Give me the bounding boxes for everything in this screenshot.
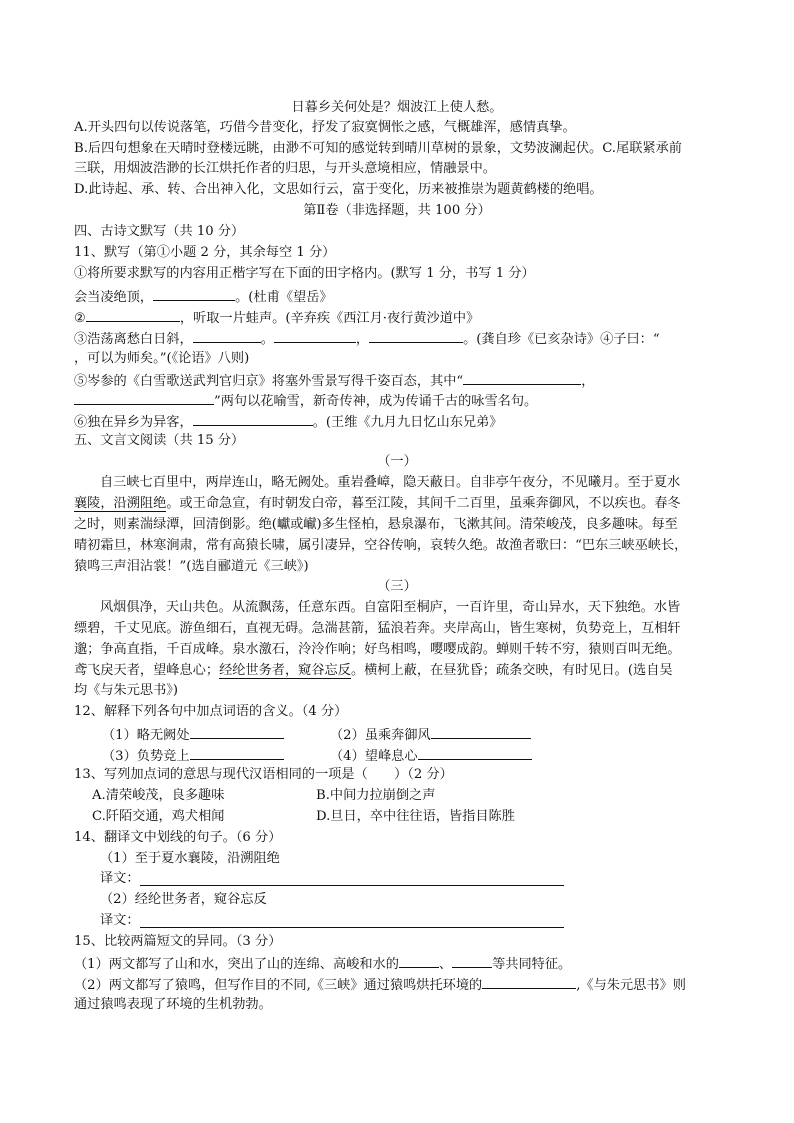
passage-1-line1: 自三峡七百里中，两岸连山，略无阙处。重岩叠嶂，隐天蔽日。自非亭午夜分，不见曦月。至于夏水: [100, 475, 681, 490]
passage-1-line2: [74, 494, 681, 514]
heading-section-5: 五、文言文阅读（共 15 分）: [74, 433, 245, 448]
section-title-part2: 第Ⅱ卷（非选择题，共 100 分）: [303, 203, 491, 218]
q13-option-c: C.阡陌交通，鸡犬相闻: [92, 809, 225, 824]
passage-3-title: （三）: [377, 579, 417, 594]
q12-item1: （1）略无阙处: [102, 728, 190, 743]
q11-line1-source: 。(杜甫《望岳》: [235, 290, 333, 305]
q14-translation-label-2: 译文：: [100, 913, 140, 928]
q11-line3-text: ③浩荡离愁白日斜，: [74, 332, 193, 347]
q11-line7: [74, 411, 502, 433]
translation-line-2[interactable]: [140, 926, 564, 928]
q11-line7-source: 。(王维《九月九日忆山东兄弟》: [312, 415, 503, 430]
q15-item1-punct: 、: [438, 957, 453, 972]
answer-blank[interactable]: [193, 411, 313, 426]
passage-3-line4-start: 鸢飞戾天者，望峰息心；: [74, 663, 220, 678]
q11-item1-instruction: ①将所要求默写的内容用正楷字写在下面的田字格内。(默写 1 分，书写 1 分）: [74, 266, 535, 281]
q11-line4: ，可以为师矣。”(《论语》八则): [74, 351, 250, 366]
q11-line3: [74, 328, 660, 350]
underlined-sentence-1: 襄陵，沿溯阻绝: [74, 496, 167, 511]
q14-item2: （2）经纶世务者，窥谷忘反: [100, 892, 267, 907]
question-15: 15、比较两篇短文的异同。（3 分）: [74, 934, 282, 949]
q11-line3-source: 。(龚自珍《已亥杂诗》④子曰：“: [463, 332, 660, 347]
q12-row2-right: [330, 745, 532, 767]
answer-blank[interactable]: [274, 328, 356, 343]
q15-item2-end: ,《与朱元思书》则: [576, 978, 686, 993]
passage-3-line5: 均《与朱元思书》): [74, 683, 179, 698]
answer-blank[interactable]: [190, 724, 284, 739]
answer-blank[interactable]: [463, 370, 581, 385]
answer-blank[interactable]: [482, 974, 576, 989]
option-d: D.此诗起、承、转、合出神入化，文思如行云，富于变化，历来被推崇为题黄鹤楼的绝唱。: [74, 182, 603, 197]
question-12: 12、解释下列各句中加点词语的含义。（4 分）: [74, 704, 348, 719]
q15-item2-cont: 通过猿鸣表现了环境的生机勃勃。: [74, 997, 272, 1012]
q15-item1-end: 等共同特征。: [492, 957, 572, 972]
q15-item2-text: （2）两文都写了猿鸣，但写作目的不同,《三峡》通过猿鸣烘托环境的: [74, 978, 483, 993]
answer-blank[interactable]: [86, 307, 180, 322]
q11-line1-text: 会当凌绝顶，: [74, 290, 154, 305]
answer-blank[interactable]: [452, 953, 492, 968]
passage-3-line1: 风烟俱净，天山共色。从流飘荡，任意东西。自富阳至桐庐，一百许里，奇山异水，天下独绝。水皆: [100, 600, 681, 615]
q11-line6: [74, 390, 537, 412]
question-13: 13、写列加点词的意思与现代汉语相同的一项是（ ）（2 分）: [74, 767, 453, 782]
answer-blank[interactable]: [193, 328, 261, 343]
answer-blank[interactable]: [369, 328, 463, 343]
passage-1-line3: 之时，则素湍绿潭，回清倒影。绝(巘或𪩘)多生怪柏，悬泉瀑布，飞漱其间。清荣峻茂，良多趣味。每至: [74, 517, 678, 532]
translation-line-1[interactable]: [140, 884, 564, 886]
option-b: B.后四句想象在天晴时登楼远眺，由渺不可知的感觉转到晴川草树的景象，文势波澜起伏。C.尾联紧承前: [74, 141, 682, 156]
q11-line1: [74, 286, 333, 308]
answer-blank[interactable]: [190, 745, 284, 760]
option-c-cont: 三联，用烟波浩渺的长江烘托作者的归思，与开头意境相应，情融景中。: [74, 161, 496, 176]
underlined-sentence-2: 经纶世务者，窥谷忘反: [219, 663, 351, 678]
answer-blank[interactable]: [74, 390, 214, 405]
answer-blank[interactable]: [431, 724, 531, 739]
q13-option-d: D.旦日，卒中往往语，皆指目陈胜: [316, 809, 515, 824]
q14-translation-label-1: 译文：: [100, 871, 140, 886]
q15-item1: [74, 953, 571, 975]
q12-item3: （3）负势竞上: [102, 749, 190, 764]
q12-row2-left: [102, 745, 284, 767]
question-11: 11、默写（第①小题 2 分，其余每空 1 分）: [74, 245, 336, 260]
q15-item1-text: （1）两文都写了山和水，突出了山的连绵、高峻和水的: [74, 957, 399, 972]
q11-line2: [74, 307, 479, 329]
heading-section-4: 四、古诗文默写（共 10 分）: [74, 224, 245, 239]
q11-line7-text: ⑥独在异乡为异客，: [74, 415, 193, 430]
q11-line3-punct1: 。: [260, 332, 274, 347]
passage-3-line2: 缥碧，千丈见底。游鱼细石，直视无碍。急湍甚箭，猛浪若奔。夹岸高山，皆生寒树，负势竞上，互相轩: [74, 621, 681, 636]
q13-option-b: B.中间力拉崩倒之声: [316, 788, 436, 803]
q11-line2-mark: ②: [74, 311, 86, 326]
passage-3-line4-rest: 。横柯上蔽，在昼犹昏；疏条交映，有时见日。(选自吴: [350, 663, 673, 678]
q11-line3-punct2: ，: [355, 332, 370, 347]
passage-3-line3: 邈；争高直指，千百成峰。泉水激石，泠泠作响；好鸟相鸣，嘤嘤成韵。蝉则千转不穷，猿则百叫无绝。: [74, 642, 681, 657]
passage-1-line5: 猿鸣三声泪沾裳！”(选自郦道元《三峡》): [74, 559, 309, 574]
q11-line2-text: ，听取一片蛙声。(辛弃疾《西江月·夜行黄沙道中》: [179, 311, 480, 326]
option-a: A.开头四句以传说落笔，巧借今昔变化，抒发了寂寞惆怅之感，气概雄浑，感情真挚。: [74, 120, 576, 135]
passage-3-line4: [74, 661, 673, 681]
answer-blank[interactable]: [153, 286, 235, 301]
q12-item2: （2）虽乘奔御风: [330, 728, 431, 743]
q11-line5: [74, 370, 594, 392]
poem-last-line: 日暮乡关何处是？烟波江上使人愁。: [291, 100, 503, 115]
passage-1-line4: 晴初霜旦，林寒涧肃，常有高猿长啸，属引凄异，空谷传响，哀转久绝。故渔者歌曰：“巴东三峡巫峡长，: [74, 538, 688, 553]
q14-item1: （1）至于夏水襄陵，沿溯阻绝: [100, 851, 280, 866]
q11-line5-punct: ，: [581, 374, 595, 389]
q13-option-a: A.清荣峻茂，良多趣味: [92, 788, 225, 803]
q15-item2: [74, 974, 686, 996]
passage-1-title: （一）: [377, 454, 417, 469]
q12-row1-right: [330, 724, 531, 746]
question-14: 14、翻译文中划线的句子。（6 分）: [74, 830, 282, 845]
q11-line5-text: ⑤岑参的《白雪歌送武判官归京》将塞外雪景写得千姿百态，其中“: [74, 374, 464, 389]
answer-blank[interactable]: [418, 745, 532, 760]
q12-item4: （4）望峰息心: [330, 749, 418, 764]
passage-1-line2-rest: 。或王命急宣，有时朝发白帝，暮至江陵，其间千二百里，虽乘奔御风，不以疾也。春冬: [166, 496, 681, 511]
q12-row1-left: [102, 724, 284, 746]
q11-line6-text: ”两句以花喻雪，新奇传神，成为传诵千古的咏雪名句。: [214, 394, 538, 409]
answer-blank[interactable]: [399, 953, 439, 968]
